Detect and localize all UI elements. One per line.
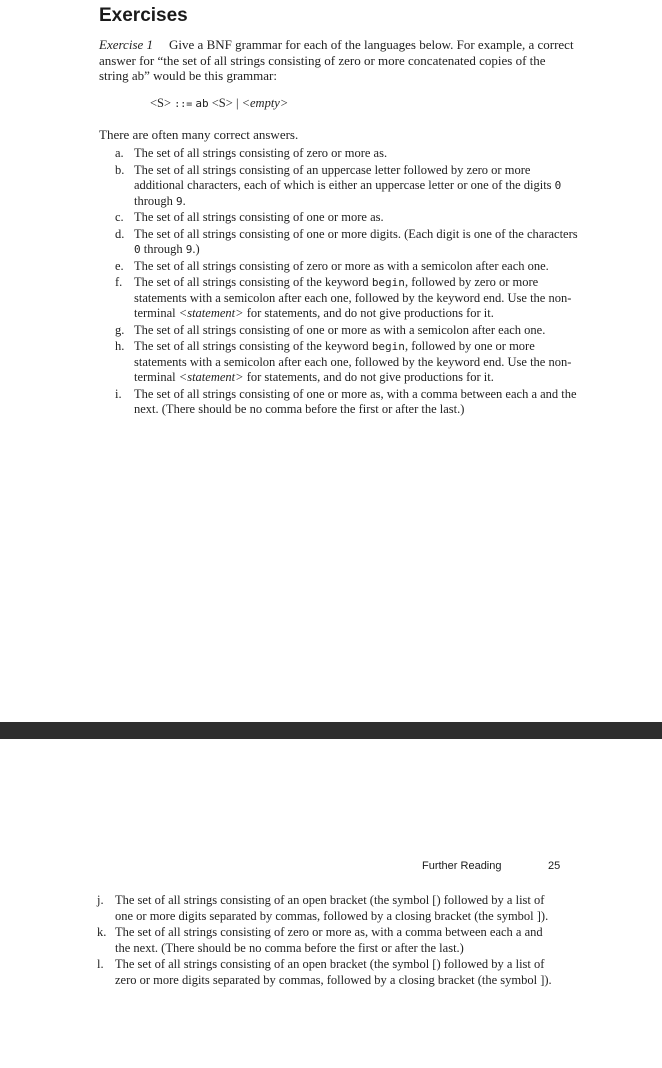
item-text: end xyxy=(483,354,502,369)
item-text: , followed by zero or more statements with a semicolon after each one, followed by the keyword xyxy=(134,275,539,305)
item-letter: e. xyxy=(115,258,124,273)
item-letter: i. xyxy=(115,386,122,401)
item-text: The set of all strings consisting of zero or more as with a semicolon after each one. xyxy=(134,258,549,273)
code-digit: 0 xyxy=(134,243,141,256)
grammar-op: ::= xyxy=(174,99,193,110)
item-letter: k. xyxy=(97,925,107,939)
grammar-term: ab xyxy=(195,97,209,110)
item-text: The set of all strings consisting of an uppercase letter followed by zero or more additional characters, each of which is either an uppercase letter or one of the digits xyxy=(134,162,555,192)
item-text: .) xyxy=(192,242,200,256)
code-digit: 9 xyxy=(185,243,193,256)
list-item-d xyxy=(115,227,580,258)
item-text: The set of all strings consisting of one or more as with a semicolon after each one. xyxy=(134,322,546,337)
item-letter: g. xyxy=(115,322,125,337)
exercise-list-continued xyxy=(97,893,555,989)
list-item-k xyxy=(97,925,555,956)
page-number: 25 xyxy=(548,860,561,872)
section-heading: Exercises xyxy=(99,5,188,26)
item-text: The set of all strings consisting of one or more digits. (Each digit is one of the characters xyxy=(134,226,578,241)
item-text: for statements, and do not give productions for it. xyxy=(243,370,494,384)
example-grammar xyxy=(150,96,288,111)
item-text: The set of all strings consisting of one or more as. xyxy=(134,210,384,224)
list-item-j xyxy=(97,893,555,924)
item-text: The set of all strings consisting of zero or more as. xyxy=(134,146,388,160)
exercise-list xyxy=(115,146,580,419)
code-digit: 0 xyxy=(554,179,562,192)
list-item-e xyxy=(115,259,580,275)
code-keyword: begin xyxy=(371,340,405,353)
item-text: The set of all strings consisting of the keyword xyxy=(134,339,372,353)
grammar-nt: <S> xyxy=(211,96,233,110)
item-letter: b. xyxy=(115,162,125,177)
item-text: The set of all strings consisting of an open bracket (the symbol [) followed by a list of one or more digits separated by commas, followed by a closing bracket (the symbol ]). xyxy=(115,893,549,923)
list-item-g xyxy=(115,323,580,339)
list-item-h xyxy=(115,339,580,386)
item-text: The set of all strings consisting of the keyword xyxy=(134,275,372,289)
grammar-lhs: <S> xyxy=(150,96,172,110)
exercise-label: Exercise 1 xyxy=(99,37,154,52)
lead-text: There are often many correct answers. xyxy=(99,127,299,142)
item-text: . Use the non-terminal xyxy=(134,290,572,320)
item-text: The set of all strings consisting of an open bracket (the symbol [) followed by a list of zero or more digits separated by commas, followed by a closing bracket (the symbol ]). xyxy=(115,957,552,987)
item-letter: l. xyxy=(97,957,104,971)
code-keyword: begin xyxy=(371,276,405,289)
list-item-l xyxy=(97,957,555,988)
running-title: Further Reading xyxy=(422,860,502,872)
item-text: through xyxy=(140,242,186,256)
list-item-c xyxy=(115,210,580,226)
item-text: . xyxy=(182,193,186,208)
item-text: The set of all strings consisting of one or more as, with a comma between each a and the next. (There should be no comma before the first or after the last.) xyxy=(134,386,577,416)
item-letter: a. xyxy=(115,146,124,160)
page-bottom xyxy=(0,739,662,1068)
nonterminal: <statement> xyxy=(178,370,244,384)
item-letter: c. xyxy=(115,210,124,224)
exercise-intro-text: Give a BNF grammar for each of the languages below. For example, a correct answer for “the set of all strings consisting of zero or more concatenated copies of the string ab” would be this grammar: xyxy=(99,37,574,83)
item-letter: d. xyxy=(115,226,125,241)
grammar-bar: | xyxy=(235,96,239,110)
item-letter: j. xyxy=(97,893,104,907)
item-text: , followed by one or more statements with a semicolon after each one, followed by the keyword xyxy=(134,339,535,369)
item-text: for statements, and do not give productions for it. xyxy=(243,306,494,320)
exercise-intro xyxy=(99,37,575,84)
item-text: . Use the non-terminal xyxy=(134,354,572,384)
list-item-a xyxy=(115,146,580,162)
list-item-i xyxy=(115,387,580,418)
item-text: through xyxy=(134,193,177,208)
list-item-f xyxy=(115,275,580,322)
item-text: end xyxy=(483,290,502,305)
item-letter: h. xyxy=(115,339,125,353)
item-letter: f. xyxy=(115,275,123,289)
page-divider xyxy=(0,722,662,739)
code-digit: 9 xyxy=(176,194,183,208)
item-text: The set of all strings consisting of zero or more as, with a comma between each a and the next. (There should be no comma before the first or after the last.) xyxy=(115,925,543,955)
grammar-empty: <empty> xyxy=(241,96,289,110)
list-item-b xyxy=(115,163,580,210)
nonterminal: <statement> xyxy=(178,306,244,320)
